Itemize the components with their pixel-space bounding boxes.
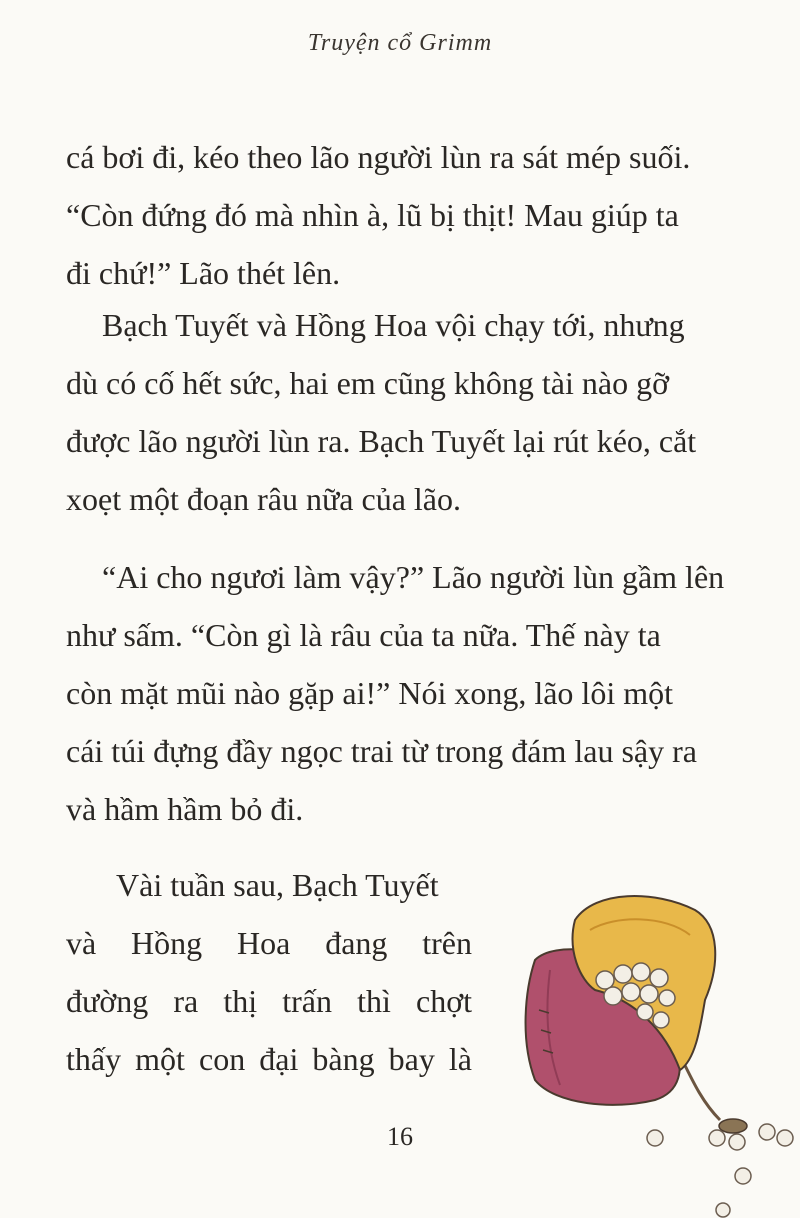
text-line: dù có cố hết sức, hai em cũng không tài nào gỡ: [66, 365, 669, 401]
paragraph-4: [66, 856, 472, 1088]
text-line: và hầm hầm bỏ đi.: [66, 791, 304, 827]
paragraph-2: [66, 296, 766, 528]
text-line: như sấm. “Còn gì là râu của ta nữa. Thế này ta: [66, 617, 661, 653]
text-line: cá bơi đi, kéo theo lão người lùn ra sát mép suối.: [66, 139, 691, 175]
text-line: và Hồng Hoa đang trên: [66, 925, 472, 961]
text-line: “Còn đứng đó mà nhìn à, lũ bị thịt! Mau giúp ta: [66, 197, 679, 233]
text-line: đường ra thị trấn thì chợt: [66, 983, 472, 1019]
text-line: đi chứ!” Lão thét lên.: [66, 255, 341, 291]
text-line: xoẹt một đoạn râu nữa của lão.: [66, 481, 461, 517]
running-header: Truyện cổ Grimm: [307, 30, 493, 56]
pearl-bag-icon: [505, 870, 800, 1218]
text-line: “Ai cho ngươi làm vậy?” Lão người lùn gầm lên: [102, 559, 725, 595]
text-line: được lão người lùn ra. Bạch Tuyết lại rút kéo, cắt: [66, 423, 697, 459]
text-line: Vài tuần sau, Bạch Tuyết: [116, 867, 439, 903]
text-line: còn mặt mũi nào gặp ai!” Nói xong, lão lôi một: [66, 675, 673, 711]
page-number: 16: [387, 1122, 413, 1151]
paragraph-1: [66, 128, 766, 302]
text-line: cái túi đựng đầy ngọc trai từ trong đám lau sậy ra: [66, 733, 697, 769]
text-line: thấy một con đại bàng bay là: [66, 1041, 472, 1077]
text-line: Bạch Tuyết và Hồng Hoa vội chạy tới, nhưng: [102, 307, 685, 343]
paragraph-3: [66, 548, 766, 838]
